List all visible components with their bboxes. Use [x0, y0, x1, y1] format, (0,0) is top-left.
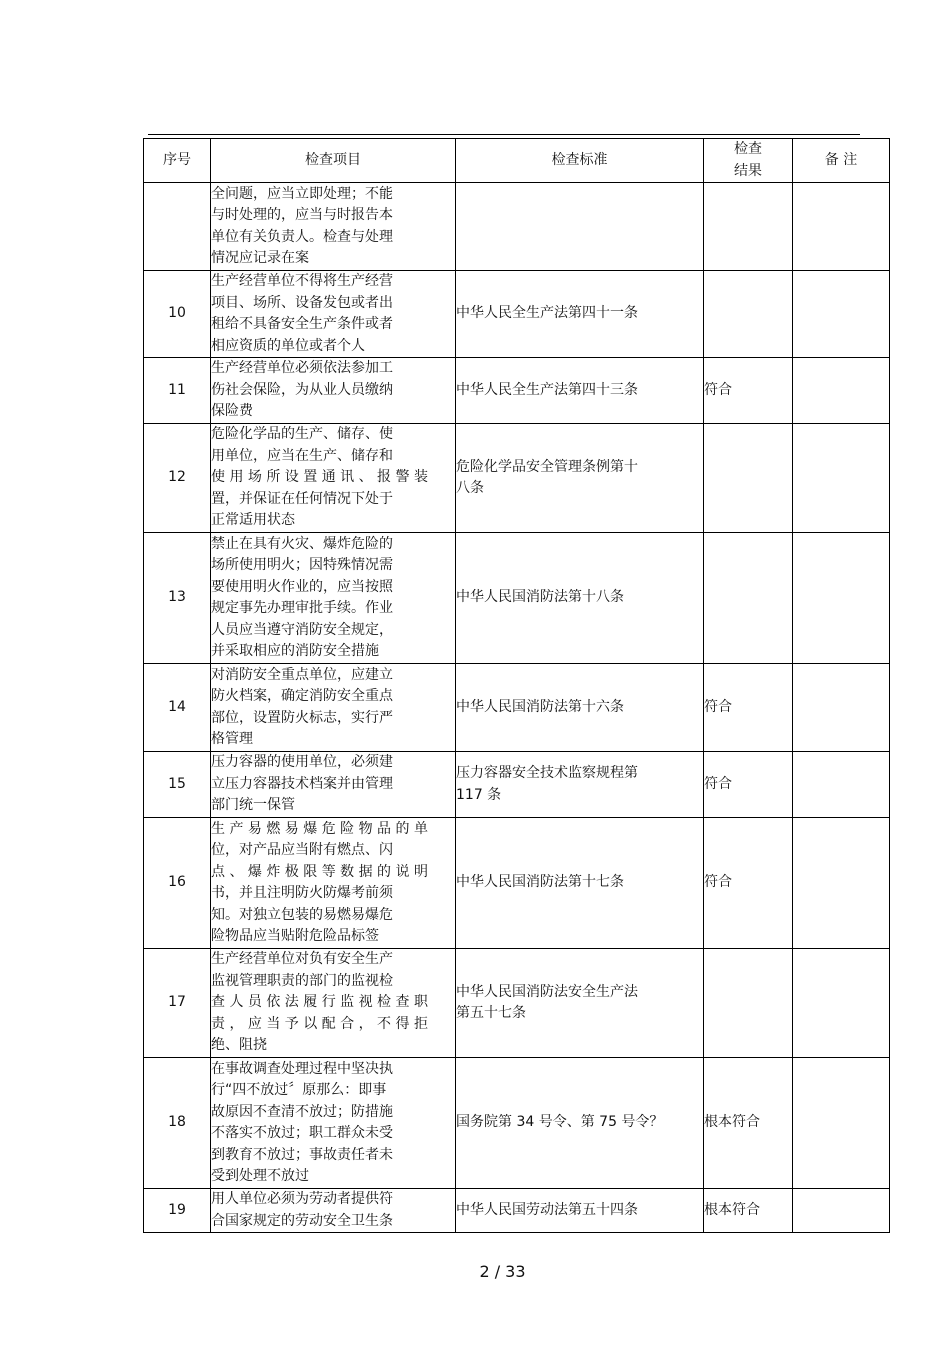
table-row: [144, 752, 890, 818]
item-line: 项目、场所、设备发包或者出: [211, 294, 393, 311]
item-line: 禁止在具有火灾、爆炸危险的: [211, 535, 393, 552]
cell-standard: [456, 533, 704, 664]
item-line: 合国家规定的劳动安全卫生条: [211, 1212, 393, 1229]
cell-standard: [456, 949, 704, 1058]
cell-standard: [456, 424, 704, 533]
cell-standard: [456, 752, 704, 818]
cell-result: [704, 533, 793, 664]
item-line: 人员应当遵守消防安全规定，: [211, 621, 393, 638]
standard-line: 国务院第 34 号令、第 75 号令？: [456, 1114, 664, 1131]
item-line: 监视管理职责的部门的监视检: [211, 972, 393, 989]
cell-result: 根本符合: [704, 1189, 793, 1233]
cell-result: 符合: [704, 752, 793, 818]
item-line: 书，并且注明防火防爆考前须: [211, 885, 393, 901]
item-line: 置，并保证在任何情况下处于: [211, 490, 393, 507]
cell-no: 15: [144, 752, 211, 818]
cell-item: [211, 949, 456, 1058]
cell-result: [704, 271, 793, 358]
item-line: 查 人 员 依 法 履 行 监 视 检 查 职: [211, 994, 428, 1011]
table-body: [144, 183, 890, 1233]
cell-no: 16: [144, 818, 211, 949]
standard-line: 117 条: [456, 786, 502, 803]
item-line: 危险化学品的生产、储存、使: [211, 426, 393, 443]
item-line: 生产经营单位对负有安全生产: [211, 951, 393, 968]
table-row: [144, 664, 890, 752]
table-row: [144, 271, 890, 358]
cell-remark: [793, 424, 890, 533]
header-remark: 备 注: [793, 139, 890, 183]
cell-standard: [456, 1058, 704, 1189]
cell-no: 11: [144, 358, 211, 424]
item-line: 生产经营单位必须依法参加工: [211, 360, 393, 377]
header-no: 序号: [144, 139, 211, 183]
item-line: 单位有关负责人。检查与处理: [211, 228, 393, 245]
cell-no: 19: [144, 1189, 211, 1233]
standard-line: 中华人民国消防法第十七条: [456, 874, 624, 891]
cell-result: 符合: [704, 818, 793, 949]
standard-line: 中华人民全生产法第四十一条: [456, 305, 638, 322]
cell-standard: [456, 183, 704, 271]
item-line: 防火档案，确定消防安全重点: [211, 688, 393, 704]
cell-item: [211, 1058, 456, 1189]
item-line: 绝、阻挠: [211, 1037, 267, 1054]
standard-line: 第五十七条: [456, 1005, 526, 1021]
cell-result: [704, 183, 793, 271]
item-line: 受到处理不放过: [211, 1168, 309, 1184]
standard-line: 八条: [456, 480, 484, 496]
cell-no: 13: [144, 533, 211, 664]
item-line: 压力容器的使用单位，必须建: [211, 754, 393, 771]
standard-line: 中华人民国消防法第十六条: [456, 698, 624, 715]
cell-result: [704, 949, 793, 1058]
item-line: 用单位，应当在生产、储存和: [211, 447, 393, 464]
cell-item: [211, 664, 456, 752]
item-line: 故原因不查清不放过；防措施: [211, 1103, 393, 1120]
item-line: 对消防安全重点单位，应建立: [211, 666, 393, 683]
standard-line: 中华人民国劳动法第五十四条: [456, 1201, 638, 1218]
item-line: 与时处理的，应当与时报告本: [211, 207, 393, 223]
table-row: [144, 533, 890, 664]
cell-no: 18: [144, 1058, 211, 1189]
item-line: 保险费: [211, 403, 253, 420]
header-row: [144, 139, 890, 183]
cell-remark: [793, 752, 890, 818]
item-line: 部门统一保管: [211, 797, 295, 814]
header-result-line2: 结果: [734, 162, 762, 179]
item-line: 立压力容器技术档案并由管理: [211, 775, 393, 792]
table-row: [144, 424, 890, 533]
cell-item: [211, 271, 456, 358]
cell-result: [704, 424, 793, 533]
cell-result: 符合: [704, 664, 793, 752]
item-line: 生 产 易 燃 易 爆 危 险 物 品 的 单: [211, 820, 428, 837]
cell-remark: [793, 818, 890, 949]
item-line: 全问题，应当立即处理；不能: [211, 185, 393, 202]
item-line: 生产经营单位不得将生产经营: [211, 273, 393, 289]
standard-line: 中华人民全生产法第四十三条: [456, 381, 638, 398]
item-line: 规定事先办理审批手续。作业: [211, 600, 393, 616]
item-line: 点 、 爆 炸 极 限 等 数 据 的 说 明: [211, 863, 428, 880]
cell-remark: [793, 183, 890, 271]
item-line: 场所使用明火；因特殊情况需: [211, 557, 393, 573]
item-line: 伤社会保险，为从业人员缴纳: [211, 381, 393, 398]
item-line: 要使用明火作业的，应当按照: [211, 578, 393, 595]
header-standard: 检查标准: [456, 139, 704, 183]
header-item: 检查项目: [211, 139, 456, 183]
item-line: 行“四不放过〞原那么：即事: [211, 1082, 387, 1098]
item-line: 情况应记录在案: [211, 250, 309, 266]
cell-no: [144, 183, 211, 271]
cell-item: [211, 1189, 456, 1233]
item-line: 在事故调查处理过程中坚决执: [211, 1060, 393, 1077]
cell-no: 17: [144, 949, 211, 1058]
item-line: 使 用 场 所 设 置 通 讯 、 报 警 装: [211, 469, 428, 486]
cell-result: 根本符合: [704, 1058, 793, 1189]
item-line: 责 ， 应 当 予 以 配 合 ， 不 得 拒: [211, 1015, 428, 1032]
cell-item: [211, 183, 456, 271]
inspection-table: [143, 138, 890, 1233]
table-row: [144, 358, 890, 424]
cell-result: 符合: [704, 358, 793, 424]
header-result: [704, 139, 793, 183]
cell-remark: [793, 1058, 890, 1189]
item-line: 并采取相应的消防安全措施: [211, 643, 379, 659]
cell-remark: [793, 1189, 890, 1233]
table-row: [144, 818, 890, 949]
page-number: 2 / 33: [479, 1262, 526, 1281]
item-line: 部位，设置防火标志，实行严: [211, 709, 393, 726]
item-line: 到教育不放过；事故责任者未: [211, 1146, 393, 1163]
item-line: 格管理: [211, 731, 253, 747]
item-line: 位，对产品应当附有燃点、闪: [211, 842, 393, 858]
item-line: 用人单位必须为劳动者提供符: [211, 1191, 393, 1207]
item-line: 不落实不放过；职工群众未受: [211, 1125, 393, 1141]
cell-item: [211, 424, 456, 533]
item-line: 险物品应当贴附危险品标签: [211, 928, 379, 944]
cell-remark: [793, 949, 890, 1058]
item-line: 租给不具备安全生产条件或者: [211, 316, 393, 332]
cell-item: [211, 818, 456, 949]
cell-no: 14: [144, 664, 211, 752]
cell-remark: [793, 271, 890, 358]
table-row: [144, 1058, 890, 1189]
cell-item: [211, 533, 456, 664]
standard-line: 中华人民国消防法第十八条: [456, 589, 624, 606]
cell-standard: [456, 358, 704, 424]
cell-remark: [793, 358, 890, 424]
table-row: [144, 183, 890, 271]
item-line: 正常适用状态: [211, 512, 295, 529]
top-rule: [148, 134, 860, 135]
cell-standard: [456, 1189, 704, 1233]
cell-remark: [793, 664, 890, 752]
cell-remark: [793, 533, 890, 664]
table-row: [144, 1189, 890, 1233]
item-line: 相应资质的单位或者个人: [211, 337, 365, 354]
cell-no: 12: [144, 424, 211, 533]
standard-line: 中华人民国消防法安全生产法: [456, 983, 638, 1000]
standard-line: 危险化学品安全管理条例第十: [456, 458, 638, 475]
table-row: [144, 949, 890, 1058]
cell-standard: [456, 664, 704, 752]
cell-no: 10: [144, 271, 211, 358]
standard-line: 压力容器安全技术监察规程第: [456, 765, 638, 781]
cell-item: [211, 358, 456, 424]
cell-item: [211, 752, 456, 818]
cell-standard: [456, 271, 704, 358]
cell-standard: [456, 818, 704, 949]
item-line: 知。对独立包装的易燃易爆危: [211, 906, 393, 923]
header-result-line1: 检查: [734, 141, 762, 157]
